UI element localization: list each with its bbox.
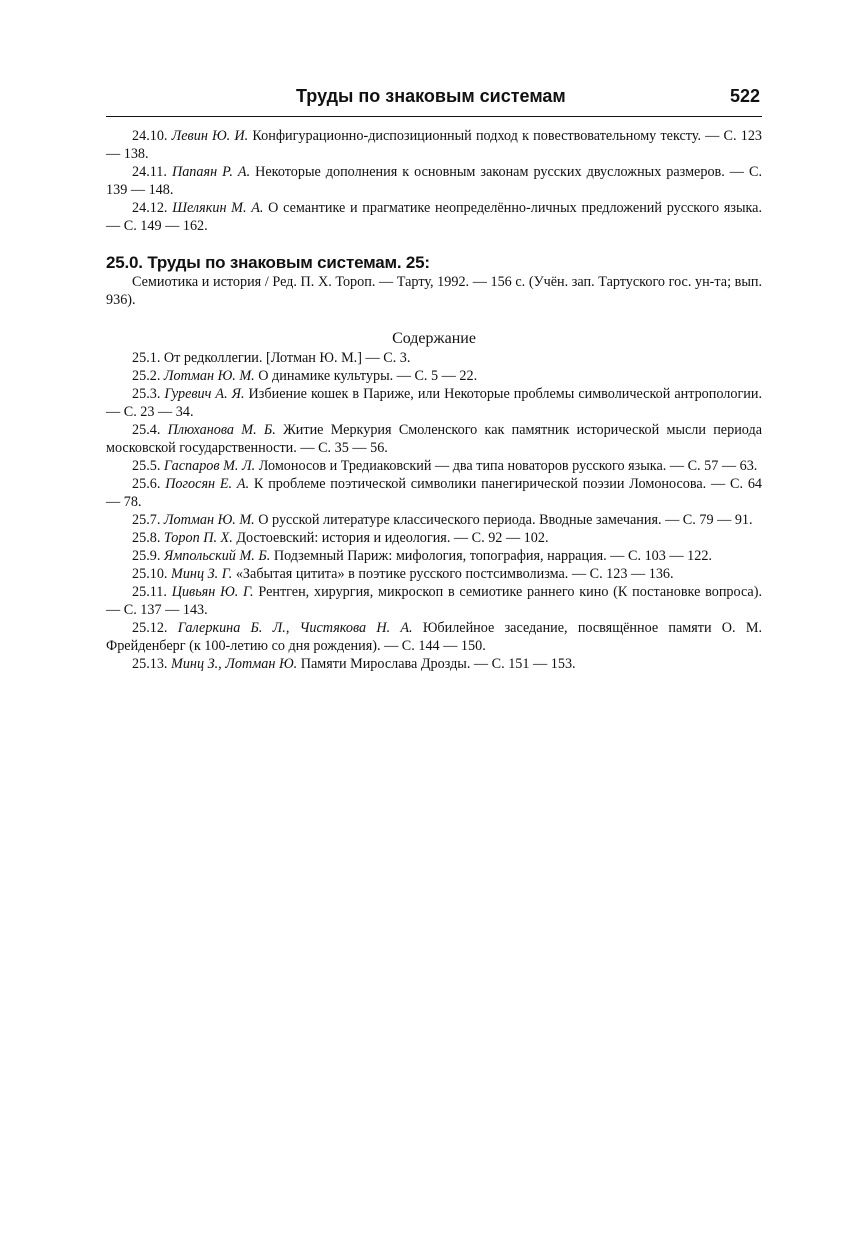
bibliography-entry [106, 475, 762, 511]
entry-author: Цивьян Ю. Г. [171, 584, 254, 600]
entry-number: 25.13. [132, 656, 172, 672]
entry-author: Плюханова М. Б. [167, 422, 276, 438]
entry-author: Гуревич А. Я. [164, 386, 245, 402]
bibliography-entry [106, 655, 762, 673]
entry-author: Левин Ю. И. [171, 128, 249, 144]
entry-number: 25.2. [132, 368, 164, 384]
entry-text: Юбилейное заседание, посвящённое памяти О. М. Фрейденберг (к 100-летию со дня рождения). — С. 144 — 150. [106, 620, 762, 654]
top-entries-list [106, 127, 762, 235]
entry-number: 25.10. [132, 566, 172, 582]
volume-description: Семиотика и история / Ред. П. Х. Тороп. — Тарту, 1992. — 156 с. (Учён. зап. Тартуского гос. ун-та; вып. 936). [106, 274, 762, 308]
bibliography-entry [106, 457, 762, 475]
entry-author: Лотман Ю. М. [163, 512, 255, 528]
entry-text: «Забытая цитита» в поэтике русского постсимволизма. — С. 123 — 136. [232, 566, 674, 582]
bibliography-entry [106, 619, 762, 655]
entry-author: Гаспаров М. Л. [163, 458, 256, 474]
bibliography-entry [106, 511, 762, 529]
entry-number: 25.1. [132, 350, 164, 366]
page-number: 522 [729, 86, 760, 106]
entry-author: Погосян Е. А. [165, 476, 250, 492]
entry-text: Подземный Париж: мифология, топография, наррация. — С. 103 — 122. [270, 548, 712, 564]
entry-text: Памяти Мирослава Дрозды. — С. 151 — 153. [297, 656, 576, 672]
entry-author: Минц З. Г. [171, 566, 233, 582]
entry-author: Ямпольский М. Б. [163, 548, 271, 564]
entry-author: Галеркина Б. Л., Чистякова Н. А. [177, 620, 413, 636]
entry-number: 25.11. [132, 584, 172, 600]
bibliography-entry [106, 367, 762, 385]
entry-author: Папаян Р. А. [171, 164, 251, 180]
bibliography-entry [106, 583, 762, 619]
entry-author: Лотман Ю. М. [163, 368, 255, 384]
entry-author: Шелякин М. А. [172, 200, 264, 216]
entry-text: Конфигурационно-диспозиционный подход к повествовательному тексту. — С. 123 — 138. [106, 128, 763, 162]
entry-text: Ломоносов и Тредиаковский — два типа новаторов русского языка. — С. 57 — 63. [255, 458, 758, 474]
running-title: Труды по знаковым системам [296, 86, 566, 106]
bibliography-entry [106, 565, 762, 583]
contents-list [106, 349, 762, 673]
entry-number: 25.12. [132, 620, 178, 636]
bibliography-entry [106, 421, 762, 457]
entry-text: Рентген, хирургия, микроскоп в семиотике раннего кино (К постановке вопроса). — С. 137 — 143. [106, 584, 762, 618]
entry-number: 24.11. [132, 164, 172, 180]
running-header [106, 86, 762, 117]
bibliography-entry [106, 349, 762, 367]
contents-title: Содержание [392, 330, 476, 347]
bibliography-entry [106, 547, 762, 565]
entry-text: О динамике культуры. — С. 5 — 22. [254, 368, 478, 384]
entry-number: 25.8. [132, 530, 164, 546]
entry-number: 24.10. [132, 128, 172, 144]
entry-number: 25.9. [132, 548, 164, 564]
entry-text: Достоевский: история и идеология. — С. 92 — 102. [232, 530, 549, 546]
page [106, 86, 762, 673]
bibliography-entry [106, 385, 762, 421]
entry-number: 25.6. [132, 476, 166, 492]
entry-text: От редколлегии. [Лотман Ю. М.] — С. 3. [163, 350, 411, 366]
volume-heading: 25.0. Труды по знаковым системам. 25: [106, 253, 430, 272]
entry-number: 25.7. [132, 512, 164, 528]
entry-number: 24.12. [132, 200, 173, 216]
entry-text: О русской литературе классического периода. Вводные замечания. — С. 79 — 91. [254, 512, 753, 528]
entry-number: 25.4. [132, 422, 168, 438]
entry-text: К проблеме поэтической символики панегирической поэзии Ломоносова. — С. 64 — 78. [106, 476, 763, 510]
bibliography-entry [106, 163, 762, 199]
entry-text: Житие Меркурия Смоленского как памятник исторической мысли периода московской государственности. — С. 35 — 56. [106, 422, 762, 456]
entry-author: Минц З., Лотман Ю. [171, 656, 298, 672]
entry-author: Тороп П. Х. [163, 530, 233, 546]
entry-number: 25.5. [132, 458, 164, 474]
bibliography-entry [106, 199, 762, 235]
bibliography-entry [106, 529, 762, 547]
bibliography-entry [106, 127, 762, 163]
entry-number: 25.3. [132, 386, 165, 402]
entry-text: Некоторые дополнения к основным законам русских двусложных размеров. — С. 139 — 148. [106, 164, 762, 198]
entry-text: О семантике и прагматике неопределённо-личных предложений русского языка. — С. 149 — 162. [106, 200, 763, 234]
entry-text: Избиение кошек в Париже, или Некоторые проблемы символической антропологии. — С. 23 — 34. [106, 386, 762, 420]
